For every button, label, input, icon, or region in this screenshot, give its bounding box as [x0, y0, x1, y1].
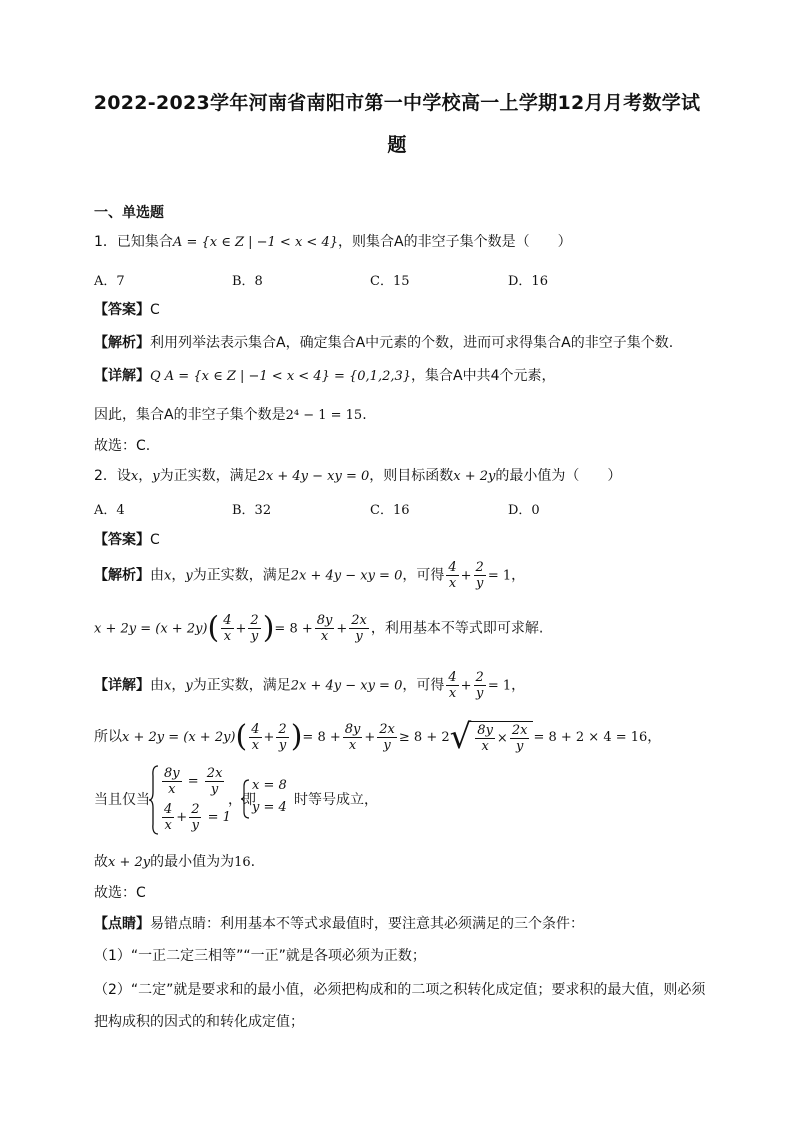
option-b: B．8 — [232, 274, 263, 289]
question-1-detail: 【详解】Q A = {x ∈ Z | −1 < x < 4} = {0,1,2,3}，集合A中共4个元素， — [94, 368, 556, 384]
equality-condition-result: ，即 — [228, 792, 256, 808]
fraction: $\frac{4}{x}$ — [448, 560, 457, 591]
question-2-inequality: 所以x + 2y = (x + 2y)( $\frac{4}{x}$ + $\frac{2}{y}$ )= 8 + $\frac{8y}{x}$ + $\frac{2x}{y}$ ≥ 8 + 2√ $\frac{8y}{x}$ × $\frac{2x}{y}$ = 8 + 2 × 4 = 16， — [94, 717, 662, 757]
option-a: A．4 — [94, 503, 125, 518]
question-2-answer: 【答案】C — [94, 532, 160, 548]
option-d: D．0 — [508, 503, 540, 518]
fraction: $\frac{2}{y}$ — [278, 721, 287, 753]
fraction: $\frac{2}{y}$ — [475, 560, 484, 591]
option-b: B．32 — [232, 503, 272, 518]
question-2-analysis: 【解析】由x，y为正实数，满足2x + 4y − xy = 0，可得 $\frac{4}{x}$ + $\frac{2}{y}$ = 1， — [94, 560, 526, 591]
option-a: A．7 — [94, 274, 125, 289]
question-2-choose: 故选：C — [94, 885, 146, 901]
question-2-note-item-1: （1）“一正二定三相等”“一正”就是各项必须为正数； — [94, 948, 426, 964]
question-1-detail-line2: 因此，集合A的非空子集个数是2⁴ − 1 = 15. — [94, 407, 367, 423]
option-d: D．16 — [508, 274, 548, 289]
solution-x: x = 8 — [252, 778, 287, 793]
question-1-stem: 1．已知集合A = {x ∈ Z | −1 < x < 4}，则集合A的非空子集个数是（ ） — [94, 234, 572, 250]
equality-condition-tail: 时等号成立， — [294, 792, 378, 808]
question-2-note-item-2: （2）“二定”就是要求和的最小值，必须把构成和的二项之积转化成定值；要求积的最大值，则必须 — [94, 982, 706, 998]
option-c: C．15 — [370, 274, 410, 289]
square-root: √ $\frac{8y}{x}$ × $\frac{2x}{y}$ — [450, 720, 534, 754]
question-2-note-item-2-continued: 把构成积的因式的和转化成定值； — [94, 1014, 304, 1030]
question-2-detail: 【详解】由x，y为正实数，满足2x + 4y − xy = 0，可得 $\frac{4}{x}$ + $\frac{2}{y}$ = 1， — [94, 670, 526, 701]
fraction: $\frac{4}{x}$ — [223, 613, 232, 644]
question-2-equality-condition: 当且仅当 — [94, 792, 150, 808]
question-2-stem: 2．设x，y为正实数，满足2x + 4y − xy = 0，则目标函数x + 2y的最小值为（ ） — [94, 468, 622, 484]
fraction: $\frac{8y}{x}$ — [316, 613, 333, 644]
equation-1: $\frac{8y}{x}$ = $\frac{2x}{y}$ — [164, 766, 223, 797]
document-title-continued: 题 — [387, 134, 407, 156]
question-1-answer: 【答案】C — [94, 302, 160, 318]
fraction: $\frac{2x}{y}$ — [351, 613, 367, 644]
fraction: $\frac{2}{y}$ — [250, 613, 259, 644]
set-expression: A = {x ∈ Z | −1 < x < 4} — [172, 235, 338, 250]
question-2-minimum: 故x + 2y的最小值为为16. — [94, 854, 256, 870]
question-2-note: 【点睛】易错点睛：利用基本不等式求最值时，要注意其必须满足的三个条件： — [94, 916, 584, 932]
section-heading: 一、单选题 — [94, 205, 164, 221]
question-1-analysis: 【解析】利用列举法表示集合A，确定集合A中元素的个数，进而可求得集合A的非空子集个数. — [94, 335, 674, 351]
left-brace-icon — [148, 764, 160, 836]
fraction: $\frac{4}{x}$ — [251, 721, 260, 753]
fraction: $\frac{8y}{x}$ — [344, 721, 361, 753]
question-1-choose: 故选：C. — [94, 438, 151, 454]
fraction: $\frac{2x}{y}$ — [379, 721, 395, 753]
fraction: $\frac{2}{y}$ — [475, 670, 484, 701]
option-c: C．16 — [370, 503, 410, 518]
left-brace-icon — [240, 778, 250, 820]
solution-y: y = 4 — [252, 800, 287, 815]
question-2-expansion: x + 2y = (x + 2y)( $\frac{4}{x}$ + $\frac{2}{y}$ )= 8 + $\frac{8y}{x}$ + $\frac{2x}{y}$ ，利用基本不等式即可求解. — [94, 610, 544, 646]
fraction: $\frac{4}{x}$ — [448, 670, 457, 701]
equation-2: $\frac{4}{x}$ + $\frac{2}{y}$ = 1 — [164, 802, 231, 833]
document-title: 2022-2023学年河南省南阳市第一中学校高一上学期12月月考数学试 — [93, 92, 701, 114]
